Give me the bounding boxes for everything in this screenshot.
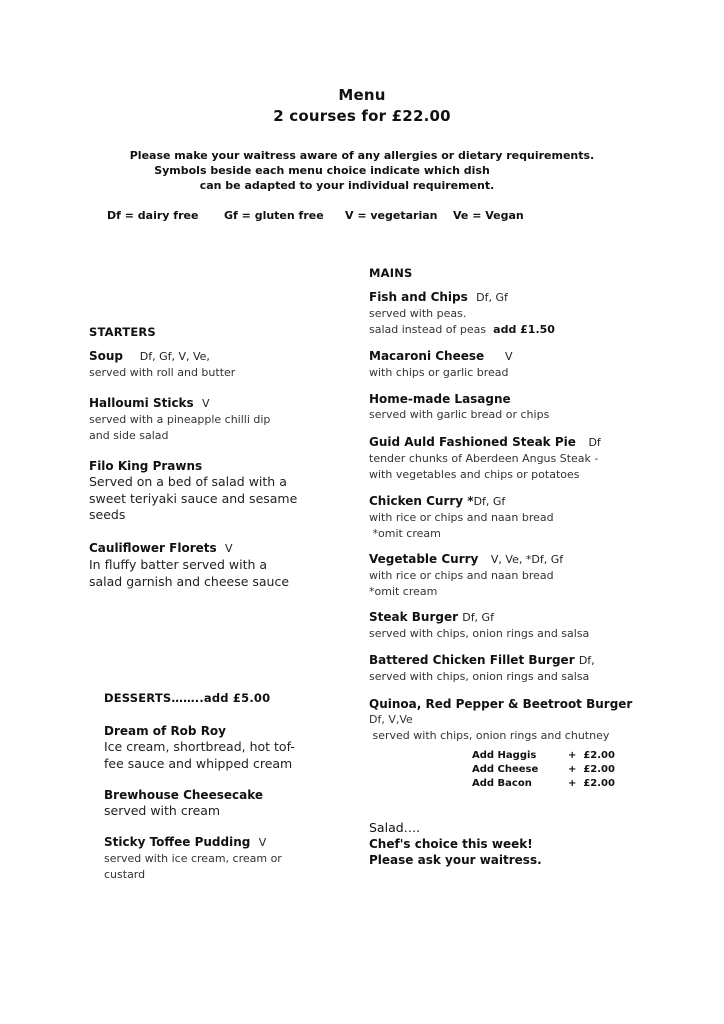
dish-description: served with cream (104, 803, 221, 818)
dessert-dream-of-rob-roy (104, 723, 295, 772)
dish-description: *omit cream (369, 526, 441, 540)
dish-description: with chips or garlic bread (369, 366, 509, 379)
dish-name: Macaroni Cheese (369, 349, 485, 363)
dish-description: with vegetables and chips or potatoes (369, 467, 580, 481)
dish-description: salad instead of peas (369, 322, 487, 336)
starter-cauliflower-florets (89, 540, 289, 590)
notice-line: Please make your waitress aware of any allergies or dietary requirements. (129, 149, 595, 162)
dish-description: seeds (89, 507, 126, 522)
extra-price: + £2.00 (568, 778, 615, 789)
dish-description: Ice cream, shortbread, hot tof- (104, 739, 295, 754)
dietary-tags: Df, Gf (476, 291, 508, 304)
dish-name: Quinoa, Red Pepper & Beetroot Burger (369, 697, 633, 711)
symbol-vegetarian: V = vegetarian (345, 209, 438, 222)
dish-description: Served on a bed of salad with a (89, 474, 287, 489)
salad-title: Salad…. (369, 820, 421, 835)
symbol-dairy-free: Df = dairy free (107, 209, 199, 222)
add-price: add £1.50 (493, 322, 555, 336)
dish-name: Steak Burger (369, 610, 459, 624)
desserts-heading: DESSERTS……..add £5.00 (104, 691, 271, 705)
dish-description: served with chips, onion rings and salsa (369, 627, 590, 640)
dish-name: Chicken Curry * (369, 494, 474, 508)
dish-name: Guid Auld Fashioned Steak Pie (369, 435, 576, 449)
dietary-tags: Df, V,Ve (369, 713, 413, 726)
dish-description: served with peas. (369, 307, 467, 320)
dietary-tags: V, Ve, *Df, Gf (490, 553, 564, 566)
dish-description: served with chips, onion rings and salsa (369, 670, 590, 683)
dish-description: with rice or chips and naan bread (369, 511, 554, 524)
dish-name: Vegetable Curry (369, 552, 479, 566)
dietary-tags: V (258, 836, 267, 849)
main-steak-pie (369, 434, 601, 482)
dietary-tags: V (202, 397, 210, 410)
burger-extras (472, 749, 615, 791)
mains-heading: MAINS (369, 266, 413, 280)
main-chicken-curry (369, 493, 554, 541)
dietary-tags: Df, Gf (473, 495, 506, 508)
extra-label: Add Haggis (472, 750, 537, 761)
starter-halloumi-sticks (89, 395, 270, 443)
dish-description: sweet teriyaki sauce and sesame (89, 490, 298, 506)
extra-row (472, 763, 615, 777)
dish-name: Fish and Chips (369, 290, 468, 304)
dish-description: served with roll and butter (89, 366, 236, 379)
dish-name: Dream of Rob Roy (104, 724, 226, 738)
dish-description: served with a pineapple chilli dip (89, 413, 271, 426)
allergy-notice (0, 148, 724, 193)
main-quinoa-burger (369, 696, 632, 743)
dish-description: fee sauce and whipped cream (104, 755, 293, 771)
starter-soup (89, 348, 235, 381)
extra-price: + £2.00 (568, 764, 615, 775)
menu-subtitle: 2 courses for £22.00 (273, 107, 451, 125)
dish-name: Brewhouse Cheesecake (104, 788, 263, 802)
main-steak-burger (369, 609, 589, 642)
dish-name: Sticky Toffee Pudding (104, 835, 251, 849)
dietary-tags: Df, Gf (462, 611, 494, 624)
dietary-tags: V (224, 542, 233, 555)
symbol-vegan: Ve = Vegan (453, 209, 524, 222)
dish-description: with rice or chips and naan bread (369, 569, 554, 582)
main-vegetable-curry (369, 551, 563, 599)
salad-line: Chef's choice this week! (369, 837, 533, 851)
dish-description: *omit cream (369, 584, 438, 598)
extra-row (472, 777, 615, 791)
main-battered-chicken-fillet-burger (369, 652, 595, 685)
extra-label: Add Cheese (472, 764, 539, 775)
symbol-gluten-free: Gf = gluten free (224, 209, 324, 222)
dish-name: Home-made Lasagne (369, 392, 511, 406)
dietary-tags: V (505, 350, 513, 363)
main-macaroni-cheese (369, 348, 513, 381)
dish-name: Battered Chicken Fillet Burger (369, 653, 575, 667)
dish-description: custard (104, 867, 146, 881)
dish-name: Halloumi Sticks (89, 396, 194, 410)
dish-name: Soup (89, 349, 124, 363)
dietary-tags: Df, (578, 654, 595, 667)
dessert-sticky-toffee-pudding (104, 834, 282, 882)
dessert-brewhouse-cheesecake (104, 787, 263, 820)
notice-line: Symbols beside each menu choice indicate which dish (154, 164, 490, 177)
dish-description: served with garlic bread or chips (369, 408, 550, 421)
main-home-made-lasagne (369, 391, 549, 423)
starters-heading: STARTERS (89, 325, 156, 339)
dish-description: served with ice cream, cream or (104, 852, 282, 865)
dish-name: Cauliflower Florets (89, 541, 217, 555)
dish-description: salad garnish and cheese sauce (89, 573, 290, 589)
dish-description: tender chunks of Aberdeen Angus Steak - (369, 452, 599, 465)
dish-description: and side salad (89, 428, 169, 442)
dish-name: Filo King Prawns (89, 459, 203, 473)
menu-title: Menu (338, 86, 386, 104)
dietary-tags: Df, Gf, V, Ve, (139, 350, 210, 363)
extra-price: + £2.00 (568, 750, 615, 761)
main-fish-and-chips (369, 289, 555, 337)
dietary-tags: Df (588, 436, 601, 449)
starter-filo-king-prawns (89, 458, 297, 524)
extra-label: Add Bacon (472, 778, 532, 789)
dish-description: served with chips, onion rings and chutney (369, 728, 610, 742)
extra-row (472, 749, 615, 763)
salad-line: Please ask your waitress. (369, 853, 542, 867)
notice-line: can be adapted to your individual requirement. (199, 179, 495, 192)
salad-section (369, 820, 542, 868)
dish-description: In fluffy batter served with a (89, 557, 268, 572)
